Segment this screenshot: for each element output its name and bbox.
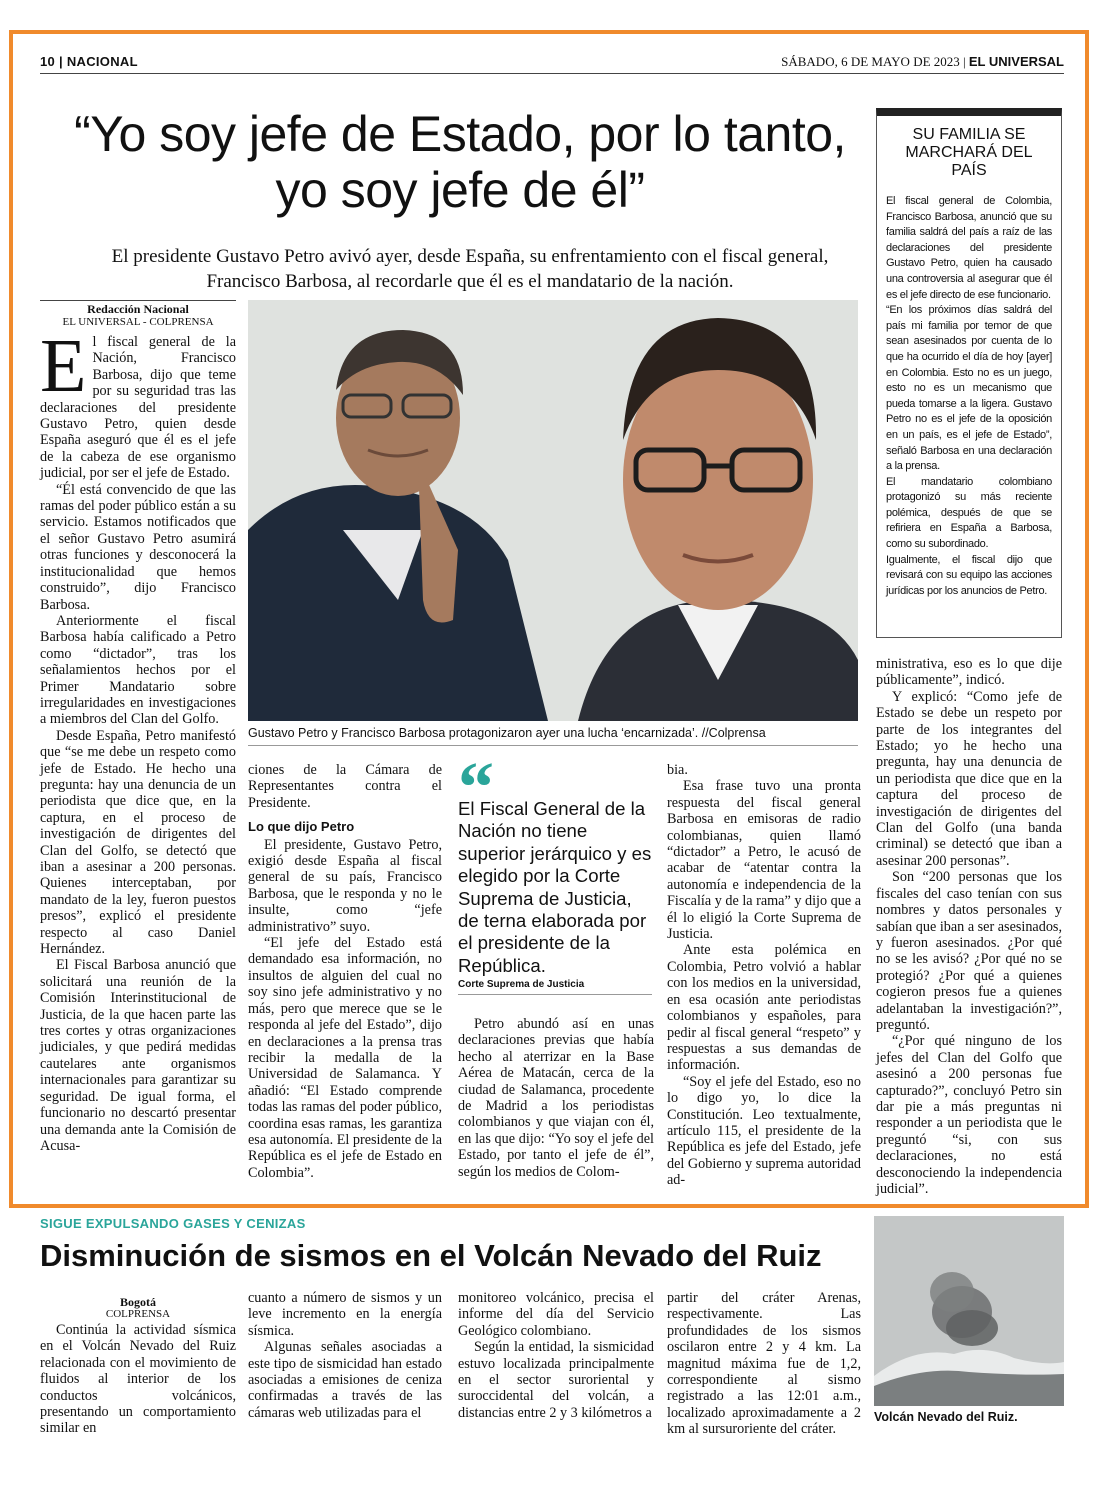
pull-quote-source: Corte Suprema de Justicia: [458, 979, 652, 995]
article-headline: “Yo soy jefe de Estado, por lo tanto, yo soy jefe de él”: [74, 106, 846, 218]
body-paragraph: Según la entidad, la sismicidad estuvo localizada principalmente en el sector suroriental y suroccidental del volcán, a distancias entre 2 y 3 kilómetros a: [458, 1339, 654, 1421]
body-paragraph: monitoreo volcánico, precisa el informe del día del Servicio Geológico colombiano.: [458, 1290, 654, 1339]
body-paragraph: Esa frase tuvo una pronta respuesta del fiscal general Barbosa en emisoras de radio colombianas, quien llamó “dictador” a Petro, le acusó de acabar de “atentar contra la autonomía e independencia de la Fiscalía y de la rama” y dijo que a él lo eligió la Corte Suprema de Justicia.: [667, 778, 861, 943]
body-paragraph: “¿Por qué ninguno de los jefes del Clan del Golfo que asesinó a 200 personas fue capturado?”, concluyó Petro sin dar pie a más preguntas ni responder a un periodista que le preguntó “si, con sus declaraciones, no está desconociendo la independencia judicial”.: [876, 1033, 1062, 1197]
volcano-byline: [40, 1296, 236, 1320]
volcano-illustration: [874, 1216, 1064, 1406]
page-date: SÁBADO, 6 DE MAYO DE 2023 | EL UNIVERSAL: [781, 54, 1064, 69]
newspaper-name: EL UNIVERSAL: [968, 54, 1064, 69]
volcano-column-4: [667, 1290, 861, 1438]
body-paragraph: Continúa la actividad sísmica en el Volcán Nevado del Ruiz relacionada con el movimiento de fluidos al interior de los conductos volcánicos, presentando un comportamiento similar en: [40, 1322, 236, 1437]
body-paragraph: Anteriormente el fiscal Barbosa había calificado a Petro como “dictador”, tras los señalamientos hechos por el Primer Mandatario sobre irregularidades en investigaciones a miembros del Clan del Golfo.: [40, 612, 236, 728]
photo-caption: Gustavo Petro y Francisco Barbosa protagonizaron ayer una lucha ‘encarnizada’. //Colprensa: [248, 725, 858, 746]
body-paragraph: El Fiscal Barbosa anunció que solicitará una reunión de la Comisión Interinstitucional de Justicia, de la que hacen parte las tres cortes y otras organizaciones judiciales, y que pedirá medidas cautelares ante organismos internacionales para garantizar su seguridad. De igual forma, el funcionario no descartó presentar una demanda ante la Comisión de Acusa-: [40, 957, 236, 1154]
page-number: 10: [40, 54, 56, 69]
article-photo: [248, 300, 858, 721]
body-paragraph: El fiscal general de la Nación, Francisco Barbosa, dijo que teme por su seguridad tras las declaraciones del presidente Gustavo Petro, quien desde España aseguró que él es el jefe de la cabeza de ese organismo judicial, por ser el jefe de Estado.: [40, 324, 236, 482]
body-paragraph: cuanto a número de sismos y un leve incremento en la energía sísmica.: [248, 1290, 442, 1339]
article-column-3: [458, 1016, 654, 1180]
byline-place: Bogotá: [120, 1295, 156, 1309]
body-paragraph: El presidente, Gustavo Petro, exigió desde España al fiscal general de su país, Francisco Barbosa, que le responda y no le insulte, como “jefe administrativo” suyo.: [248, 836, 442, 935]
sidebar-title: SU FAMILIA SE MARCHARÁ DEL PAÍS: [905, 126, 1033, 179]
quote-mark-icon: “: [458, 747, 494, 827]
body-paragraph: “Soy el jefe del Estado, eso no lo digo yo, lo dice la Constitución. Leo textualmente, artículo 115, el presidente de la República es jefe del Estado, jefe del Gobierno y suprema autoridad ad-: [667, 1073, 861, 1189]
body-paragraph: bia.: [667, 762, 688, 778]
byline-org: EL UNIVERSAL - COLPRENSA: [62, 316, 214, 328]
body-paragraph: “El jefe del Estado está demandado esa información, no insultos de alguien del cual no soy sino jefe administrativo y no más, pero que merece que se le responda al jefe del Estado”, dijo en declaraciones a la prensa tras recibir la medalla de la Universidad de Salamanca. Y añadió: “El Estado comprende todas las ramas del poder público, coordina esas ramas, les garantiza esa autonomía. El presidente de la República es el jefe de Estado en Colombia”.: [248, 935, 442, 1181]
body-paragraph: Algunas señales asociadas a este tipo de sismicidad han estado asociadas a emisiones de ceniza confirmadas a través de las cámaras web utilizadas para el: [248, 1339, 442, 1421]
article-column-5: [876, 656, 1062, 1197]
byline-name: Redacción Nacional: [87, 302, 189, 316]
body-paragraph: Y explicó: “Como jefe de Estado se debe un respeto por parte de los integrantes del Estado; yo he hecho una pregunta, hay una denuncia de un periodista que dice que en la captura del proceso de investigación de dirigentes del Clan del Golfo (una banda criminal) se detectó que iban a asesinar 200 personas”.: [876, 688, 1062, 869]
pull-quote: El Fiscal General de la Nación no tiene superior jerárquico y es elegido por la Corte Suprema de Justicia, de terna elaborada por el presidente de la República.: [458, 798, 652, 976]
section-subhead: Lo que dijo Petro: [248, 819, 355, 835]
page-masthead: [40, 52, 1064, 74]
drop-cap: E: [40, 324, 87, 408]
sidebar-box: [876, 108, 1062, 638]
body-paragraph: “Él está convencido de que las ramas del poder público están a su servicio. Estamos notificados que el señor Gustavo Petro asumirá otras funciones y desconocerá la institucionalidad que hemos construido”, dijo Francisco Barbosa.: [40, 481, 236, 613]
body-paragraph: Desde España, Petro manifestó que “se me debe un respeto como jefe de Estado. He hecho una pregunta: hay una denuncia de un periodista que dice que, en la captura, en el proceso de investigación de dirigentes del Clan del Golfo, se detectó que iban a asesinar a 200 personas. Quienes interceptaban, por mandato de la ley, fueron puestos presos”, explicó el presidente respecto al caso Daniel Hernández.: [40, 727, 236, 958]
sidebar-body: [886, 194, 1052, 599]
body-paragraph: Petro abundó así en unas declaraciones previas que había hecho al aterrizar en la Base Aérea de Matacán, cerca de la ciudad de Salamanca, procedente de Madrid a los periodistas colombianos y que viajan con él, en las que dijo: “Yo soy el jefe del Estado, por tanto el jefe de él”, según los medios de Colom-: [458, 1016, 654, 1180]
sidebar-paragraph: El mandatario colombiano protagonizó su más reciente polémica, después de que se refiriera en España a Barbosa, como su subordinado.: [886, 475, 1052, 551]
volcano-column-1: [40, 1322, 236, 1437]
body-paragraph: ciones de la Cámara de Representantes contra el Presidente.: [248, 762, 442, 811]
volcano-photo-caption: Volcán Nevado del Ruiz.: [874, 1410, 1018, 1424]
page-section: 10 | NACIONAL: [40, 54, 138, 69]
section-name: NACIONAL: [66, 54, 138, 69]
body-paragraph: partir del cráter Arenas, respectivamente. Las profundidades de los sismos oscilaron entre 2 y 4 km. La magnitud máxima fue de 1,2, correspondiente al sismo registrado a las 12:01 a.m., localizado aproximadamente a 2 km al sursuroriente del cráter.: [667, 1290, 861, 1438]
volcano-kicker: SIGUE EXPULSANDO GASES Y CENIZAS: [40, 1216, 306, 1231]
body-paragraph: Son “200 personas que los fiscales del caso tenían con sus nombres y datos personales y sabían que iban a ser asesinados, y fueron asesinados. ¿Por qué no se les avisó? ¿Por qué no se protegió? ¿Por qué a quienes cogieron presos fue a quienes adelantaban la investigación?”, preguntó.: [876, 869, 1062, 1033]
date-text: SÁBADO, 6 DE MAYO DE 2023: [781, 54, 960, 69]
volcano-column-3: [458, 1290, 654, 1421]
article-column-2: [248, 762, 442, 1181]
sidebar-paragraph: Igualmente, el fiscal dijo que revisará con su equipo las acciones jurídicas por los anuncios de Petro.: [886, 553, 1052, 597]
volcano-headline: Disminución de sismos en el Volcán Nevado del Ruiz: [40, 1238, 822, 1273]
volcano-column-2: [248, 1290, 442, 1421]
article-column-1: [40, 324, 236, 1154]
sidebar-paragraph: “En los próximos días saldrá del país mi familia por temor de que sean asesinados por cuenta de lo que ha ocurrido el día de hoy [ayer] en Colombia. Esto no es un juego, esto no es un mecanismo que pueda tomarse a la ligera. Gustavo Petro no es el jefe de la oposición en un país, es el jefe de Estado”, señaló Barbosa en una declaración a la prensa.: [886, 304, 1052, 473]
article-column-4: [667, 762, 861, 1189]
body-paragraph: Ante esta polémica en Colombia, Petro volvió a hablar con los medios en la universidad, en esa ocasión ante periodistas colombianos y españoles, para pedir al fiscal general “respeto” y respuestas a sus demandas de información.: [667, 942, 861, 1074]
body-paragraph: ministrativa, eso es lo que dije públicamente”, indicó.: [876, 656, 1062, 689]
article-deck: El presidente Gustavo Petro avivó ayer, desde España, su enfrentamiento con el fiscal general, Francisco Barbosa, al recordarle que él es el mandatario de la nación.: [111, 246, 829, 292]
byline-org: COLPRENSA: [105, 1308, 171, 1320]
sidebar-paragraph: El fiscal general de Colombia, Francisco Barbosa, anunció que su familia saldrá del país a raíz de las declaraciones del presidente Gustavo Petro, quien ha causado una controversia al asegurar que él es el jefe directo de ese funcionario.: [886, 195, 1052, 301]
portrait-illustration: [248, 300, 858, 721]
volcano-photo: [874, 1216, 1064, 1406]
